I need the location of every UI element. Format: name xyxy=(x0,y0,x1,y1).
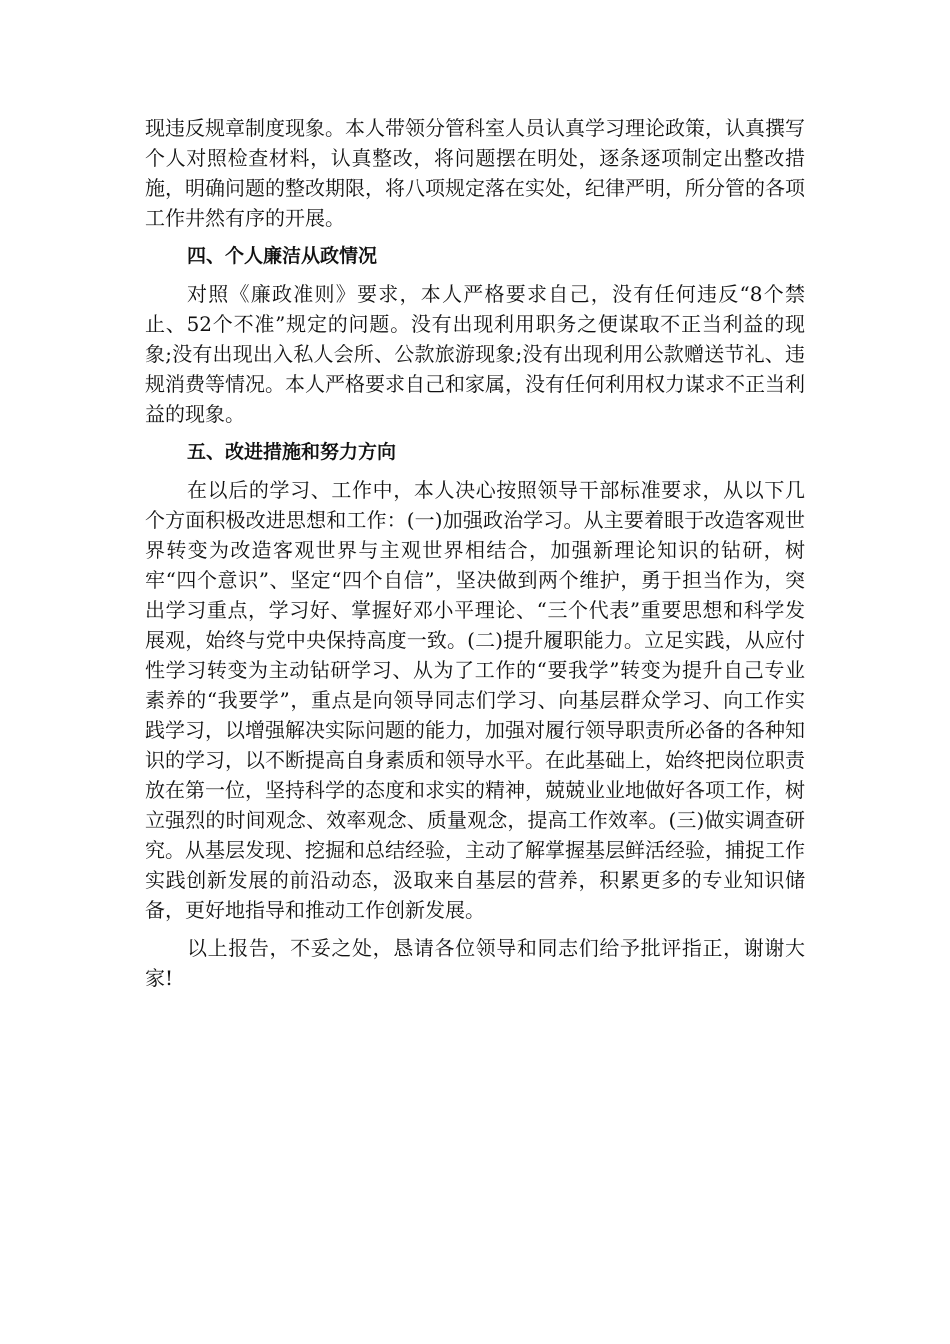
document-page xyxy=(145,113,805,1001)
paragraph-closing: 以上报告，不妥之处，恳请各位领导和同志们给予批评指正，谢谢大家! xyxy=(145,936,805,990)
section-heading-4: 四、个人廉洁从政情况 xyxy=(187,245,378,267)
paragraph-integrity: 对照《廉政准则》要求，本人严格要求自己，没有任何违反“8个禁止、52个不准”规定的问题。没有出现利用职务之便谋取不正当利益的现象;没有出现出入私人会所、公款旅游现象;没有出现利用公款赠送节礼、违规消费等情况。本人严格要求自己和家属，没有任何利用权力谋求不正当利益的现象。 xyxy=(145,282,805,426)
paragraph-continuation: 现违反规章制度现象。本人带领分管科室人员认真学习理论政策，认真撰写个人对照检查材料，认真整改，将问题摆在明处，逐条逐项制定出整改措施，明确问题的整改期限，将八项规定落在实处，纪律严明，所分管的各项工作井然有序的开展。 xyxy=(145,116,805,230)
paragraph-improvement: 在以后的学习、工作中，本人决心按照领导干部标准要求，从以下几个方面积极改进思想和工作：(一)加强政治学习。从主要着眼于改造客观世界转变为改造客观世界与主观世界相结合，加强新理论知识的钻研，树牢“四个意识”、坚定“四个自信”，坚决做到两个维护，勇于担当作为，突出学习重点，学习好、掌握好邓小平理论、“三个代表”重要思想和科学发展观，始终与党中央保持高度一致。(二)提升履职能力。立足实践，从应付性学习转变为主动钻研学习、从为了工作的“要我学”转变为提升自己专业素养的“我要学”，重点是向领导同志们学习、向基层群众学习、向工作实践学习，以增强解决实际问题的能力，加强对履行领导职责所必备的各种知识的学习，以不断提高自身素质和领导水平。在此基础上，始终把岗位职责放在第一位，坚持科学的态度和求实的精神，兢兢业业地做好各项工作，树立强烈的时间观念、效率观念、质量观念，提高工作效率。(三)做实调查研究。从基层发现、挖掘和总结经验，主动了解掌握基层鲜活经验，捕捉工作实践创新发展的前沿动态，汲取来自基层的营养，积累更多的专业知识储备，更好地指导和推动工作创新发展。 xyxy=(145,478,805,922)
section-heading-5: 五、改进措施和努力方向 xyxy=(187,441,397,463)
